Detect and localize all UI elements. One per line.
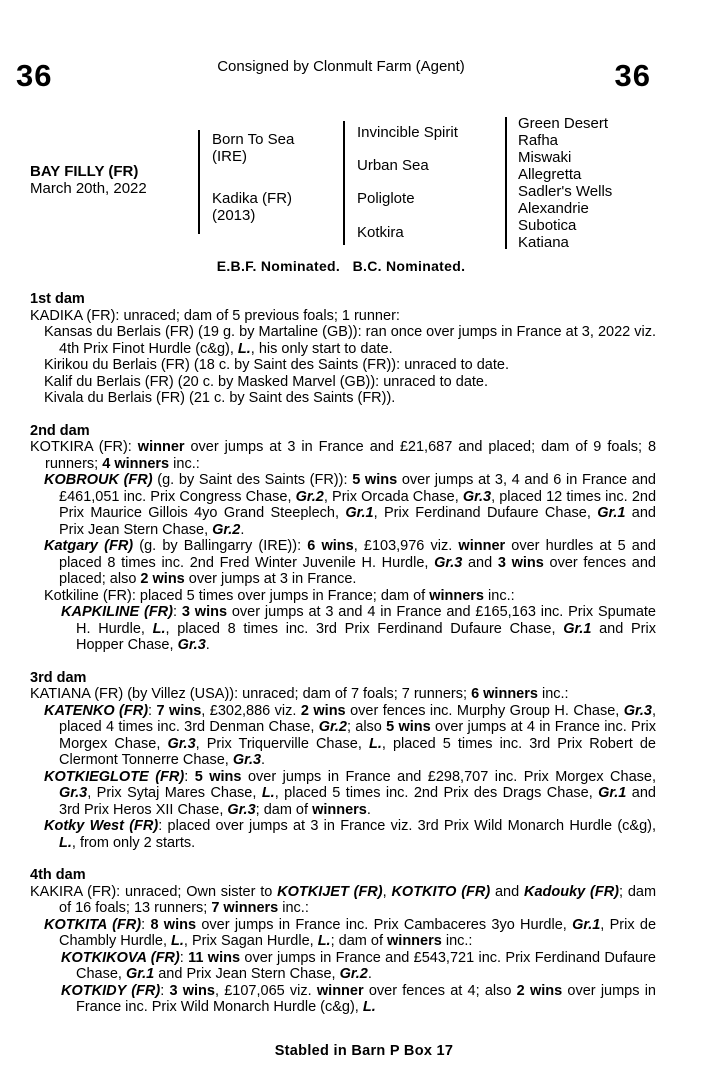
pedigree-gen2-1: Invincible Spirit — [357, 124, 458, 141]
pedigree-gen2-3: Poliglote — [357, 190, 415, 207]
dam3-foal-kotky-west: Kotky West (FR): placed over jumps at 3 in France viz. 3rd Prix Wild Monarch Hurdle (c&g), L., from only 2 starts. — [44, 818, 656, 851]
dam2-summary: KOTKIRA (FR): winner over jumps at 3 in France and £21,687 and placed; dam of 9 foals; 8 runners; 4 winners inc.: — [30, 439, 657, 472]
dam1-foal-1: Kansas du Berlais (FR) (19 g. by Martaline (GB)): ran once over jumps in France at 3, 2022 viz. 4th Prix Finot Hurdle (c&g), L., his only start to date. — [44, 324, 656, 357]
dam1-foal-3: Kalif du Berlais (FR) (20 c. by Masked Marvel (GB)): unraced to date. — [44, 373, 489, 390]
nominations: E.B.F. Nominated. B.C. Nominated. — [216, 258, 466, 274]
dam3-summary: KATIANA (FR) (by Villez (USA)): unraced; dam of 7 foals; 7 runners; 6 winners inc.: — [30, 686, 569, 702]
lot-number-left: 36 — [16, 58, 53, 93]
pedigree-sire: Born To Sea (IRE) — [212, 131, 295, 165]
section-heading-4th-dam: 4th dam — [30, 867, 86, 883]
dam4-grandfoal-kotkikova: KOTKIKOVA (FR): 11 wins over jumps in France and £543,721 inc. Prix Ferdinand Dufaure Chase, Gr.1 and Prix Jean Stern Chase, Gr.2. — [61, 949, 656, 982]
dam1-foal-4: Kivala du Berlais (FR) (21 c. by Saint des Saints (FR)). — [44, 390, 396, 406]
dam4-foal-kotkita: KOTKITA (FR): 8 wins over jumps in France inc. Prix Cambaceres 3yo Hurdle, Gr.1, Prix de Chambly Hurdle, L., Prix Sagan Hurdle, L.; dam of winners inc.: — [44, 916, 657, 949]
pedigree-gen2-4: Kotkira — [357, 224, 404, 241]
dam2-grandfoal-kapkiline: KAPKILINE (FR): 3 wins over jumps at 3 and 4 in France and £165,163 inc. Prix Spumate H. Hurdle, L., placed 8 times inc. 3rd Prix Ferdinand Dufaure Chase, Gr.1 and Prix Hopper Chase, Gr.3. — [61, 604, 656, 653]
section-heading-1st-dam: 1st dam — [30, 291, 85, 307]
lot-number-right: 36 — [614, 58, 651, 93]
dam2-foal-katgary: Katgary (FR) (g. by Ballingarry (IRE)): 6 wins, £103,976 viz. winner over hurdles at 5 and placed 8 times inc. 2nd Fred Winter Juvenile H. Hurdle, Gr.3 and 3 wins over fences and placed; also 2 wins over jumps at 3 in France. — [44, 538, 656, 587]
horse-dob: March 20th, 2022 — [30, 180, 147, 197]
consignor: Consigned by Clonmult Farm (Agent) — [217, 58, 465, 75]
pedigree-bracket-3 — [505, 117, 507, 249]
dam4-grandfoal-kotkidy: KOTKIDY (FR): 3 wins, £107,065 viz. winner over fences at 4; also 2 wins over jumps in France inc. Prix Wild Monarch Hurdle (c&g), L. — [61, 982, 656, 1015]
pedigree-dam: Kadika (FR) (2013) — [212, 190, 293, 224]
dam4-summary: KAKIRA (FR): unraced; Own sister to KOTKIJET (FR), KOTKITO (FR) and Kadouky (FR); dam of 16 foals; 13 runners; 7 winners inc.: — [30, 883, 657, 916]
dam1-summary: KADIKA (FR): unraced; dam of 5 previous foals; 1 runner: — [30, 307, 400, 324]
stabling-info: Stabled in Barn P Box 17 — [274, 1043, 454, 1059]
horse-name: BAY FILLY (FR) — [30, 163, 139, 180]
dam3-foal-katenko: KATENKO (FR): 7 wins, £302,886 viz. 2 wins over fences inc. Murphy Group H. Chase, Gr.3, placed 4 times inc. 3rd Denman Chase, Gr.2; also 5 wins over jumps at 4 in France inc. Prix Morgex Chase, Gr.3, Prix Triquerville Chase, L., placed 5 times inc. 3rd Prix Robert de Clermont Tonnerre Chase, Gr.3. — [44, 702, 657, 768]
section-heading-2nd-dam: 2nd dam — [30, 422, 90, 439]
dam2-foal-kotkiline: Kotkiline (FR): placed 5 times over jumps in France; dam of winners inc.: — [44, 587, 515, 604]
dam1-foal-2: Kirikou du Berlais (FR) (18 c. by Saint des Saints (FR)): unraced to date. — [44, 357, 509, 373]
dam3-foal-kotkieglote: KOTKIEGLOTE (FR): 5 wins over jumps in France and £298,707 inc. Prix Morgex Chase, Gr.3, Prix Sytaj Mares Chase, L., placed 5 times inc. 2nd Prix des Drags Chase, Gr.1 and 3rd Prix Heros XII Chase, Gr.3; dam of winners. — [44, 768, 656, 818]
pedigree-bracket-1 — [198, 130, 200, 234]
pedigree-bracket-2 — [343, 121, 345, 245]
dam2-foal-kobrouk: KOBROUK (FR) (g. by Saint des Saints (FR)): 5 wins over jumps at 3, 4 and 6 in France and £461,051 inc. Prix Congress Chase, Gr.2, Prix Orcada Chase, Gr.3, placed 12 times inc. 2nd Prix Maurice Gillois 4yo Grand Steeplech, Gr.1, Prix Ferdinand Dufaure Chase, Gr.1 and Prix Jean Stern Chase, Gr.2. — [44, 472, 657, 538]
pedigree-gen2-2: Urban Sea — [357, 157, 429, 174]
pedigree-text — [30, 291, 656, 1016]
section-heading-3rd-dam: 3rd dam — [30, 669, 87, 686]
pedigree-gen3: Green Desert Rafha Miswaki Allegretta Sadler's Wells Alexandrie Subotica Katiana — [518, 115, 613, 251]
